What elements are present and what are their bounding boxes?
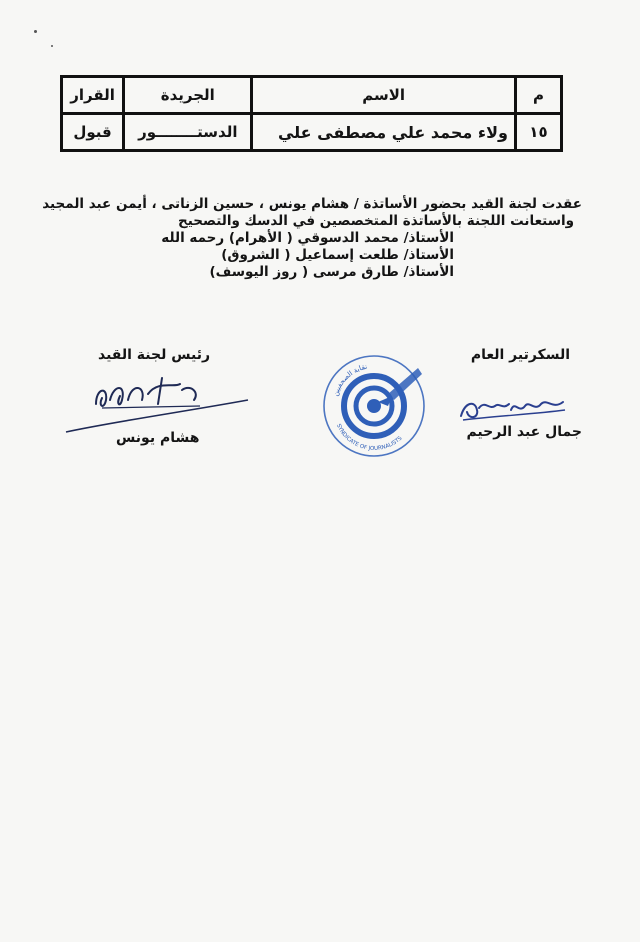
committee-head-title: رئيس لجنة القيد <box>98 347 211 363</box>
committee-head-name: هشام يونس <box>116 430 200 446</box>
header-decision: القرار <box>62 77 124 114</box>
minutes-line-specialist-1: الأستاذ/ محمد الدسوقي ( الأهرام) رحمه الله <box>161 230 454 246</box>
syndicate-stamp <box>318 350 430 462</box>
row-newspaper: الدستــــــــور <box>124 114 252 151</box>
row-name: ولاء محمد علي مصطفى علي <box>252 114 516 151</box>
committee-minutes <box>42 196 582 281</box>
stamp-text-top: نقابة الصحفيين <box>331 362 368 398</box>
minutes-line-attendees: عقدت لجنة القيد بحضور الأساتذة / هشام يونس ، حسين الزناتى ، أيمن عبد المجيد <box>42 196 582 212</box>
header-number: م <box>515 77 561 114</box>
registration-table <box>60 75 563 152</box>
table-row <box>62 114 562 151</box>
row-decision: قبول <box>62 114 124 151</box>
minutes-line-specialists: واستعانت اللجنة بالأساتذة المتخصصين في الدسك والتصحيح <box>177 213 574 229</box>
secretary-general-title: السكرتير العام <box>470 347 570 363</box>
minutes-line-specialist-3: الأستاذ/ طارق مرسى ( روز اليوسف) <box>209 264 454 280</box>
stamp-text-bottom: SYNDICATE OF JOURNALISTS <box>334 423 404 453</box>
minutes-line-specialist-2: الأستاذ/ طلعت إسماعيل ( الشروق) <box>221 247 454 263</box>
header-newspaper: الجريدة <box>124 77 252 114</box>
table-header-row <box>62 77 562 114</box>
header-name: الاسم <box>252 77 516 114</box>
secretary-general-name: جمال عبد الرحيم <box>466 424 582 440</box>
row-number: ١٥ <box>515 114 561 151</box>
scan-speck <box>51 45 53 47</box>
secretary-signature <box>455 380 570 425</box>
scan-speck <box>34 30 37 33</box>
